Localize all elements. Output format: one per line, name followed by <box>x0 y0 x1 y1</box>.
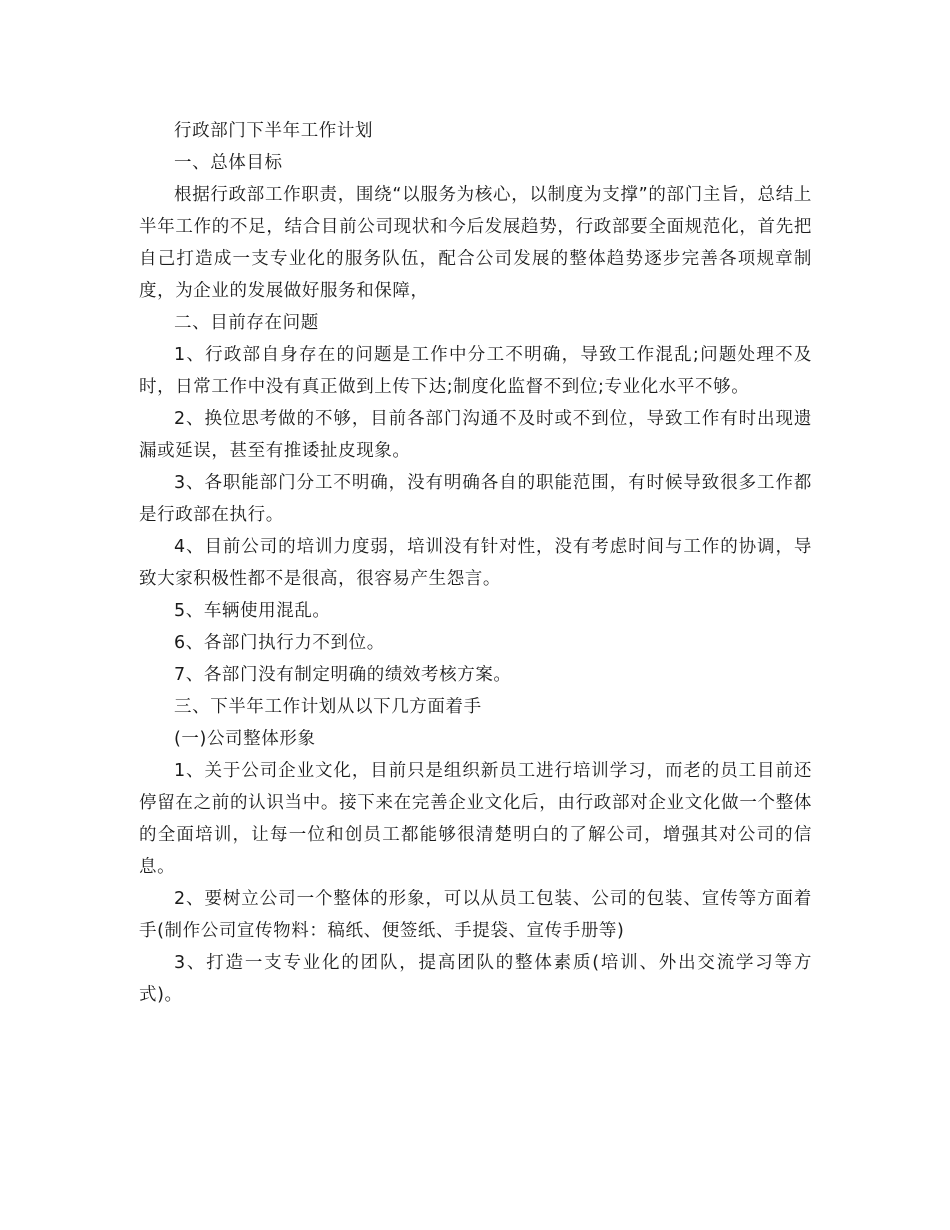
section-heading-overall-goal: 一、总体目标 <box>174 153 283 173</box>
document-body <box>139 115 812 1011</box>
problem-item-4: 4、目前公司的培训力度弱，培训没有针对性，没有考虑时间与工作的协调，导致大家积极性都不是很高，很容易产生怨言。 <box>139 537 812 589</box>
plan-item-2: 2、要树立公司一个整体的形象，可以从员工包装、公司的包装、宣传等方面着手(制作公司宣传物料：稿纸、便签纸、手提袋、宣传手册等) <box>139 889 812 941</box>
section-heading-current-problems: 二、目前存在问题 <box>174 313 319 333</box>
paragraph-overall-goal: 根据行政部工作职责，围绕“以服务为核心，以制度为支撑”的部门主旨，总结上半年工作的不足，结合目前公司现状和今后发展趋势，行政部要全面规范化，首先把自己打造成一支专业化的服务队伍，配合公司发展的整体趋势逐步完善各项规章制度，为企业的发展做好服务和保障， <box>139 185 812 301</box>
document-title: 行政部门下半年工作计划 <box>174 121 374 141</box>
problem-item-7: 7、各部门没有制定明确的绩效考核方案。 <box>174 665 512 685</box>
problem-item-2: 2、换位思考做的不够，目前各部门沟通不及时或不到位，导致工作有时出现遗漏或延误，甚至有推诿扯皮现象。 <box>139 409 812 461</box>
plan-item-3: 3、打造一支专业化的团队，提高团队的整体素质(培训、外出交流学习等方式)。 <box>139 953 812 1005</box>
problem-item-1: 1、行政部自身存在的问题是工作中分工不明确，导致工作混乱;问题处理不及时，日常工作中没有真正做到上传下达;制度化监督不到位;专业化水平不够。 <box>139 345 812 397</box>
section-heading-work-plan: 三、下半年工作计划从以下几方面着手 <box>174 697 482 717</box>
problem-item-5: 5、车辆使用混乱。 <box>174 601 331 621</box>
plan-item-1: 1、关于公司企业文化，目前只是组织新员工进行培训学习，而老的员工目前还停留在之前的认识当中。接下来在完善企业文化后，由行政部对企业文化做一个整体的全面培训，让每一位和创员工都能够很清楚明白的了解公司，增强其对公司的信息。 <box>139 761 812 877</box>
problem-item-3: 3、各职能部门分工不明确，没有明确各自的职能范围，有时候导致很多工作都是行政部在执行。 <box>139 473 812 525</box>
problem-item-6: 6、各部门执行力不到位。 <box>174 633 385 653</box>
subsection-heading-company-image: (一)公司整体形象 <box>174 729 316 749</box>
